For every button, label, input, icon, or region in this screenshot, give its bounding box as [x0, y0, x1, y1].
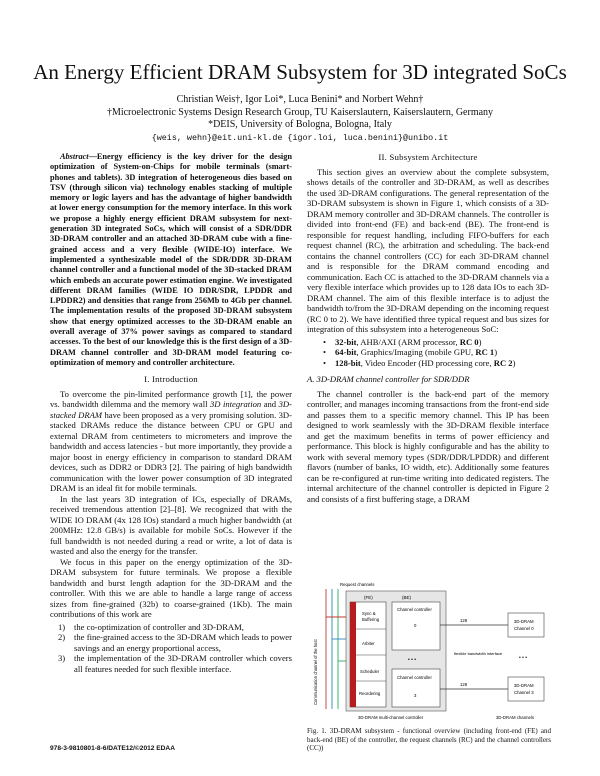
bullet-bold: 128-bit — [335, 357, 361, 368]
bus-size-list — [307, 337, 549, 369]
bullet-text: , Video Encoder (HD processing core, — [360, 357, 494, 368]
bullet-text: , AHB/AXI (ARM processor, — [356, 336, 460, 347]
bullet-rc: RC 1 — [475, 347, 495, 357]
fe-label: (FE) — [364, 595, 373, 600]
dram-channel-3-box — [508, 677, 544, 701]
buffering-label: Buffering — [362, 617, 380, 622]
channel-controller-3-label: Channel controller — [397, 675, 432, 680]
bullet-text: , Graphics/Imaging (mobile GPU, — [356, 347, 476, 357]
author-names: Christian Weis†, Igor Loi*, Luca Benini* and Norbert Wehn† — [176, 94, 424, 105]
intro-p1-part-c: have been proposed as a very promising solution. 3D-stacked DRAMs reduce the distance between CPU or GPU and external DRAM from centimeters to micrometers and improve the bandwidth and access latencies - but more importantly, they provide a major boost in energy efficiency in comparison to standard DRAM devices, such as DDR2 or DDR3 [2]. The pairing of high bandwidth communication with the lower power consumption of 3D integrated DRAM is an ideal fit for mobile terminals. — [50, 409, 292, 494]
intro-paragraph-2: In the last years 3D integration of ICs, especially of DRAMs, received tremendous attention [2]–[8]. We recognized that with the WIDE IO DRAM (4x 128 IOs) standard a much higher bandwidth (at 200MHz: 12.8 GB/s) is available for mobile SoCs. However if the full bandwidth is not needed during a read or write, a lot of data is wasted and also the energy for the transfer. — [50, 493, 292, 557]
intro-p1-emphasis-1: 3D integration — [209, 399, 262, 410]
bullet-end: ) — [494, 347, 498, 357]
bullet-marker: • — [323, 347, 327, 357]
dram-channel-0-box — [508, 613, 544, 637]
contributions-list — [50, 622, 292, 675]
right-column — [307, 152, 549, 504]
scheduler-label: Scheduler — [360, 669, 380, 674]
arbiter-label: Arbiter — [362, 641, 375, 646]
paper-title: An Energy Efficient DRAM Subsystem for 3D integrated SoCs — [33, 60, 567, 84]
be-label: (BE) — [402, 595, 411, 600]
bullet-marker: • — [323, 357, 327, 368]
intro-p1-emphasis-2: 3D-stacked DRAM — [50, 399, 292, 420]
intro-p1-part-b: and — [261, 399, 279, 410]
intro-paragraph-3: We focus in this paper on the energy optimization of the 3D-DRAM subsystem for future terminals. We propose a flexible bandwidth and burst length adaption for the 3D-DRAM and the controller. With this we are able to handle a large range of access sizes from fine-grained (32b) to coarse-grained (1Kb). The main contributions of this work are — [50, 556, 292, 620]
list-item-text: the fine-grained access to the 3D-DRAM which leads to power savings and an energy proportional access, — [74, 632, 292, 653]
intro-p1-part-a: To overcome the pin-limited performance growth [1], the power vs. bandwidth dilemma and the memory wall — [50, 388, 292, 410]
dram-channel-3-label-2: Channel 3 — [514, 690, 534, 695]
bullet-marker: • — [323, 336, 327, 347]
copyright-footer: 978-3-9810801-8-6/DATE12/©2012 EDAA — [50, 745, 175, 752]
reordering-label: Reordering — [359, 691, 381, 696]
abstract-text: —Energy efficiency is the key driver for the design optimization of System-on-Chips for mobile terminals (smart-phones and tablets). 3D integration of heterogeneous dies based on TSV (through silicon via) technology enables stacking of multiple memory or logic layers and has the advantage of higher bandwidth at lower energy consumption for the memory interface. In this work we propose a highly energy efficient DRAM subsystem for next-generation 3D integrated SoCs, which will consist of a SDR/DDR 3D-DRAM controller and an attached 3D-DRAM cube with a fine-grained access and a very flexible (WIDE-IO) interface. We implemented a synthesizable model of the SDR/DDR 3D-DRAM channel controller and a functional model of the 3D-stacked DRAM which embeds an accurate power estimation engine. We investigated different DRAM families (WIDE IO DDR/SDR, LPDDR and LPDDR2) and densities that range from 256Mb to 4Gb per channel. The implementation results of the proposed 3D-DRAM subsystem show that energy optimized accesses to the 3D-DRAM enable an overall average of 37% power savings as compared to standard accesses. To the best of our knowledge this is the first design of a 3D-DRAM channel controller and 3D-DRAM model featuring co-optimization of memory and controller architecture. — [50, 152, 292, 367]
channel-controller-3-number: 3 — [414, 693, 417, 698]
bus-width-top: 128 — [460, 618, 468, 623]
controller-dots: • • • — [408, 657, 417, 663]
bullet-rc: RC 2 — [493, 357, 513, 368]
channels-caption: 3D-DRAM channels — [496, 715, 534, 720]
intro-heading: I. Introduction — [144, 374, 198, 385]
list-item — [50, 632, 292, 653]
channel-controller-0-number: 0 — [414, 623, 417, 628]
subsection-heading: A. 3D-DRAM channel controller for SDR/DDR — [307, 374, 470, 384]
figure-1-caption: Fig. 1. 3D-DRAM subsystem - functional overview (including front-end (FE) and back-end (BE) of the controller, the request channels (RC) and the channel controllers (CC)) — [307, 727, 551, 752]
list-item — [50, 622, 292, 633]
bullet-bold: 32-bit — [335, 336, 357, 347]
dram-dots: • • • — [519, 655, 528, 661]
dram-channel-0-label-1: 3D-DRAM — [514, 619, 534, 624]
fifo-stripe — [350, 602, 356, 707]
figure-1-diagram — [310, 577, 550, 737]
request-channels-label: Request channels — [340, 582, 375, 587]
dram-channel-3-label-1: 3D-DRAM — [514, 683, 534, 688]
author-block — [0, 94, 600, 144]
list-item — [50, 653, 292, 674]
intro-paragraph-1 — [50, 389, 292, 494]
affiliation-2: *DEIS, University of Bologna, Bologna, Italy — [208, 119, 392, 130]
list-marker: 3) — [58, 653, 66, 664]
bullet-end: ) — [512, 357, 516, 368]
bullet-rc: RC 0 — [459, 336, 479, 347]
bus-width-bottom: 128 — [460, 682, 468, 687]
host-channel-label: Communication channel of the host — [313, 639, 318, 705]
list-marker: 1) — [58, 621, 66, 632]
abstract — [50, 152, 292, 368]
sync-label: Sync & — [362, 611, 376, 616]
list-item-text: the co-optimization of controller and 3D-DRAM, — [74, 621, 244, 632]
bullet-end: ) — [478, 336, 482, 347]
left-column — [50, 152, 292, 674]
bullet-bold: 64-bit — [335, 347, 357, 357]
list-item — [307, 337, 549, 348]
dram-channel-0-label-2: Channel 0 — [514, 626, 534, 631]
section-2-paragraph-2: The channel controller is the back-end part of the memory controller, and manages incoming transactions from the front-end side and passes them to a specific memory channel. This IP has been designed to work seamlessly with the 3D-DRAM flexible interface and get the maximum benefits in terms of power efficiency and performance. This block is highly configurable and has the ability to work with several memory types (SDR/DDR/LPDDR) and different flavors (number of banks, IO width, etc). Additionally some features can be re-configured at run-time writing into dedicated registers. The internal architecture of the channel controller is depicted in Figure 2 and consists of a first buffering stage, a DRAM — [307, 388, 549, 504]
subsystem-diagram-svg — [310, 577, 550, 727]
section-2-heading: II. Subsystem Architecture — [378, 152, 478, 162]
affiliation-1: †Microelectronic Systems Design Research Group, TU Kaiserslautern, Kaiserslautern, Germany — [106, 106, 494, 118]
author-emails: {weis, wehn}@eit.uni-kl.de {igor.loi, luca.benini}@unibo.it — [151, 132, 449, 143]
list-item-text: the implementation of the 3D-DRAM controller which covers all features needed for such flexible interface. — [74, 653, 292, 674]
flex-interface-label: flexible bandwidth interface — [454, 651, 503, 656]
abstract-label: Abstract — [60, 152, 89, 161]
channel-controller-0-label: Channel controller — [397, 607, 432, 612]
section-2-paragraph-1: This section gives an overview about the complete subsystem, shows details of the controller and 3D-DRAM, as well as describes the used 3D-DRAM configurations. The general representation of the 3D-DRAM subsystem is shown in Figure 1, which consists of a 3D-DRAM memory controller and 3D-DRAM channels. The controller is divided into front-end (FE) and back-end (BE). The front-end is responsible for request handling, including FIFO-buffers for each request channel (RC), the arbitration and scheduling. The back-end contains the channel controllers (CC) for each 3D-DRAM channel and is responsible for the DRAM command encoding and communication. Each CC is attached to the 3D-DRAM channels via a very flexible interface which provides up to 128 data IOs to each 3D-DRAM channel. The aim of this flexible interface is to adjust the bandwidth to/from the 3D-DRAM depending on the incoming request (RC 0 to 2). We have identified three typical request and bus sizes for integration of this subsystem into a heterogeneous SoC: — [307, 166, 549, 334]
list-item — [307, 358, 549, 369]
controller-caption: 3D-DRAM multi-channel controller — [358, 715, 424, 720]
list-marker: 2) — [58, 632, 66, 643]
list-item — [307, 347, 549, 358]
